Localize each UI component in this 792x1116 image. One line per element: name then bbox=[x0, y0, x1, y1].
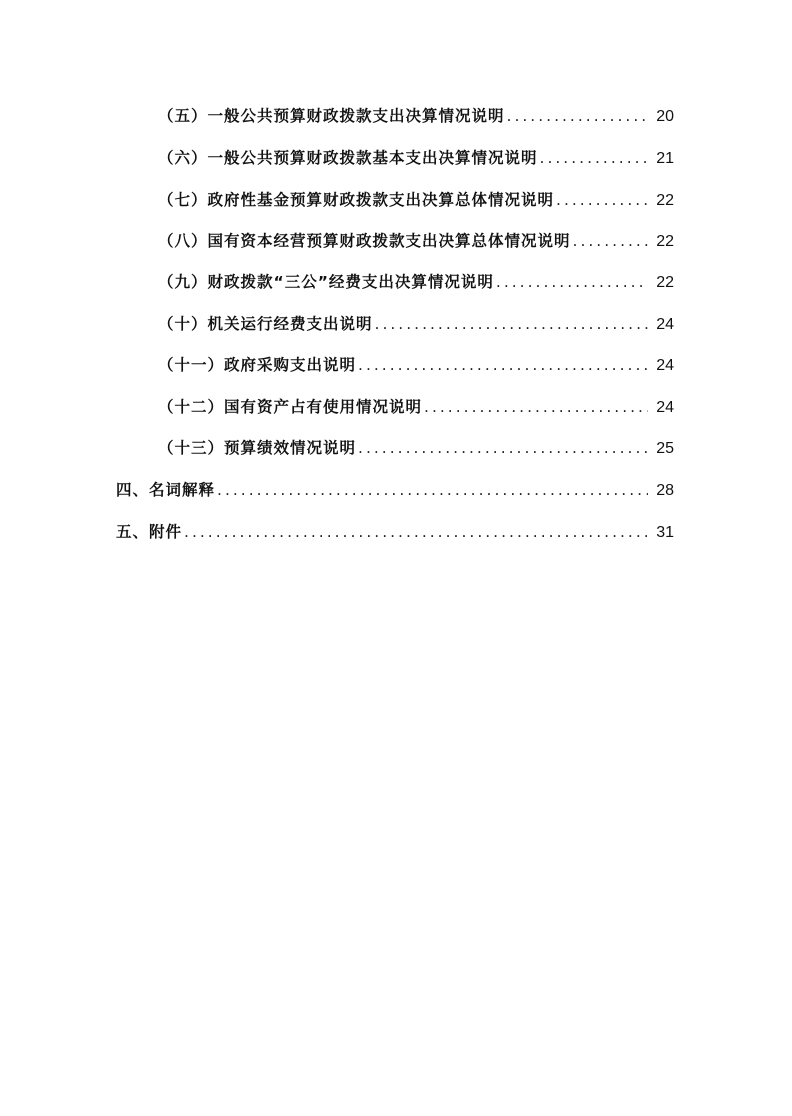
toc-entry[interactable] bbox=[158, 436, 674, 458]
toc-entry[interactable] bbox=[158, 312, 674, 334]
toc-entry-title: （十）机关运行经费支出说明 bbox=[158, 315, 373, 333]
toc-leader-dots bbox=[556, 191, 648, 209]
toc-leader-dots bbox=[358, 356, 648, 374]
toc-leader-dots bbox=[507, 107, 648, 125]
toc-entry[interactable] bbox=[158, 353, 674, 375]
toc-entry-page: 22 bbox=[656, 274, 674, 291]
toc-entry[interactable] bbox=[116, 520, 674, 542]
toc-leader-dots bbox=[217, 481, 648, 499]
toc-entry-page: 22 bbox=[656, 233, 674, 250]
toc-entry[interactable] bbox=[158, 229, 674, 251]
toc-entry-page: 22 bbox=[656, 192, 674, 209]
toc-entry[interactable] bbox=[158, 270, 674, 292]
toc-entry[interactable] bbox=[158, 188, 674, 210]
toc-entry[interactable] bbox=[158, 104, 674, 126]
toc-entry-page: 21 bbox=[656, 150, 674, 167]
toc-entry[interactable] bbox=[116, 478, 674, 500]
toc-entry-page: 24 bbox=[656, 357, 674, 374]
toc-entry-page: 24 bbox=[656, 399, 674, 416]
toc-entry-title: （八）国有资本经营预算财政拨款支出决算总体情况说明 bbox=[158, 232, 571, 250]
toc-entry-page: 20 bbox=[656, 108, 674, 125]
toc-entry-page: 31 bbox=[656, 524, 674, 541]
toc-entry-title: （十三）预算绩效情况说明 bbox=[158, 439, 357, 457]
toc-entry[interactable] bbox=[158, 146, 674, 168]
toc-entry-title: （十二）国有资产占有使用情况说明 bbox=[158, 398, 423, 416]
toc-entry-title: 五、附件 bbox=[116, 523, 183, 541]
toc-entry-title: （五）一般公共预算财政拨款支出决算情况说明 bbox=[158, 107, 505, 125]
toc-entry-title: （六）一般公共预算财政拨款基本支出决算情况说明 bbox=[158, 149, 538, 167]
toc-entry-title: （十一）政府采购支出说明 bbox=[158, 356, 357, 374]
toc-leader-dots bbox=[573, 232, 648, 250]
toc-leader-dots bbox=[424, 398, 648, 416]
toc-entry-title: （九）财政拨款“三公”经费支出决算情况说明 bbox=[158, 273, 494, 291]
toc-leader-dots bbox=[540, 149, 648, 167]
toc-entry-page: 25 bbox=[656, 440, 674, 457]
toc-entry-page: 28 bbox=[656, 482, 674, 499]
toc-leader-dots bbox=[184, 523, 648, 541]
toc-entry-title: （七）政府性基金预算财政拨款支出决算总体情况说明 bbox=[158, 191, 555, 209]
toc-leader-dots bbox=[375, 315, 648, 333]
toc-entry-title: 四、名词解释 bbox=[116, 481, 216, 499]
toc-entry[interactable] bbox=[158, 395, 674, 417]
toc-leader-dots bbox=[358, 439, 648, 457]
toc-entry-page: 24 bbox=[656, 316, 674, 333]
toc-leader-dots bbox=[496, 273, 648, 291]
